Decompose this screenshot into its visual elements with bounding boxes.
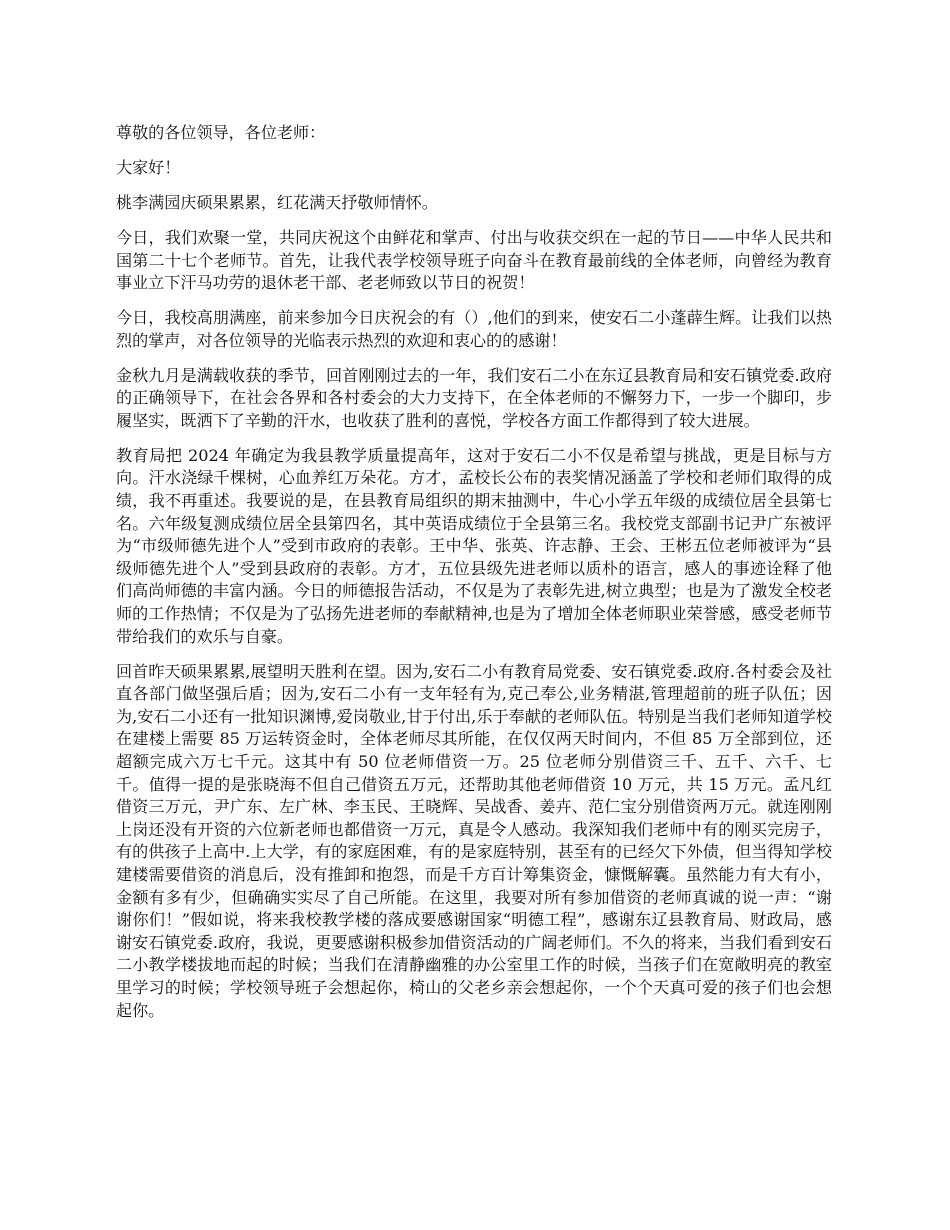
document-page [116,122,832,1035]
paragraph-achievements: 教育局把 2024 年确定为我县教学质量提高年，这对于安石二小不仅是希望与挑战，更是目标与方向。汗水浇绿千棵树，心血养红万朵花。方才，孟校长公布的表奖情况涵盖了学校和老师们取得的成绩，我不再重述。我要说的是，在县教育局组织的期末抽测中，牛心小学五年级的成绩位居全县第七名。六年级复测成绩位居全县第四名，其中英语成绩位于全县第三名。我校党支部副书记尹广东被评为“市级师德先进个人”受到市政府的表彰。王中华、张英、许志静、王会、王彬五位老师被评为“县级师德先进个人”受到县政府的表彰。方才，五位县级先进老师以质朴的语言，感人的事迹诠释了他们高尚师德的丰富内涵。今日的师德报告活动，不仅是为了表彰先进,树立典型；也是为了激发全校老师的工作热情；不仅是为了弘扬先进老师的奉献精神,也是为了增加全体老师职业荣誉感，感受老师节带给我们的欢乐与自豪。 [116,445,832,646]
opening-line: 桃李满园庆硕果累累，红花满天抒敬师情怀。 [116,192,438,212]
paragraph-thanks-funding: 回首昨天硕果累累,展望明天胜利在望。因为,安石二小有教育局党委、安石镇党委.政府.各村委会及社直各部门做坚强后盾；因为,安石二小有一支年轻有为,克己奉公,业务精湛,管理超前的班子队伍；因为,安石二小还有一批知识渊博,爱岗敬业,甘于付出,乐于奉献的老师队伍。特别是当我们老师知道学校在建楼上需要 85 万运转资金时，全体老师尽其所能，在仅仅两天时间内，不但 85 万全部到位，还超额完成六万七千元。这其中有 50 位老师借资一万。25 位老师分别借资三千、五千、六千、七千。值得一提的是张晓海不但自己借资五万元，还帮助其他老师借资 10 万元，共 15 万元。孟凡红借资三万元，尹广东、左广林、李玉民、王晓辉、吴战香、姜卉、范仁宝分别借资两万元。就连刚刚上岗还没有开资的六位新老师也都借资一万元，真是令人感动。我深知我们老师中有的刚买完房子，有的供孩子上高中.上大学，有的家庭困难，有的是家庭特别，甚至有的已经欠下外债，但当得知学校建楼需要借资的消息后，没有推卸和抱怨，而是千方百计筹集资金，慷慨解囊。虽然能力有大有小，金额有多有少，但确确实实尽了自己所能。在这里，我要对所有参加借资的老师真诚的说一声：“谢谢你们！”假如说，将来我校教学楼的落成要感谢国家“明德工程”，感谢东辽县教育局、财政局，感谢安石镇党委.政府，我说，更要感谢积极参加借资活动的广阔老师们。不久的将来，当我们看到安石二小教学楼拔地而起的时候；当我们在清静幽雅的办公室里工作的时候，当孩子们在宽敞明亮的教室里学习的时候；学校领导班子会想起你，椅山的父老乡亲会想起你，一个个天真可爱的孩子们也会想起你。 [116,661,832,1020]
paragraph-welcome-guests: 今日，我校高朋满座，前来参加今日庆祝会的有（）,他们的到来，使安石二小蓬薜生辉。让我们以热烈的掌声，对各位领导的光临表示热烈的欢迎和衷心的的感谢！ [116,308,832,350]
paragraph-year-review: 金秋九月是满载收获的季节，回首刚刚过去的一年，我们安石二小在东辽县教育局和安石镇党委.政府的正确领导下，在社会各界和各村委会的大力支持下，在全体老师的不懈努力下，一步一个脚印，步履坚实，既洒下了辛勤的汗水，也收获了胜利的喜悦，学校各方面工作都得到了较大进展。 [116,365,832,430]
salutation: 尊敬的各位领导，各位老师： [116,123,326,142]
paragraph-holiday-greeting: 今日，我们欢聚一堂，共同庆祝这个由鲜花和掌声、付出与收获交织在一起的节日——中华人民共和国第二十七个老师节。首先，让我代表学校领导班子向奋斗在教育最前线的全体老师，向曾经为教育事业立下汗马功劳的退休老干部、老老师致以节日的祝贺！ [116,227,832,293]
greeting: 大家好！ [116,157,181,177]
